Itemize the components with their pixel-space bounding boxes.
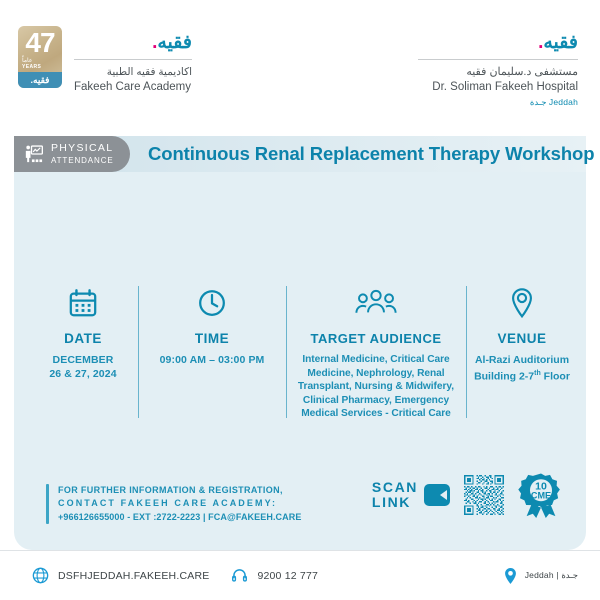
registration-contact-block [46, 484, 301, 524]
brand-divider-rule [74, 59, 192, 60]
brand-divider-rule [418, 59, 578, 60]
academy-brand-text [74, 26, 192, 95]
page-footer [0, 550, 600, 600]
venue-line-1: Al-Razi Auditorium [474, 354, 570, 366]
anniversary-47-badge [18, 26, 62, 88]
location-pin-icon [503, 567, 518, 585]
date-days: 26 & 27, 2024 [49, 368, 117, 380]
audience-heading: TARGET AUDIENCE [310, 331, 442, 346]
footer-phone[interactable] [231, 567, 318, 584]
contact-line-1: FOR FURTHER INFORMATION & REGISTRATION, [58, 485, 283, 495]
time-value: 09:00 AM – 03:00 PM [159, 354, 265, 366]
time-heading: TIME [194, 331, 230, 346]
venue-heading: VENUE [497, 331, 547, 346]
event-details-grid [14, 286, 586, 421]
hospital-name-english: Dr. Soliman Fakeeh Hospital [432, 81, 578, 93]
attendance-mode-badge [14, 136, 130, 172]
event-title: Continuous Renal Replacement Therapy Workshop [148, 143, 595, 164]
anniversary-badge-strip [18, 72, 62, 88]
qr-code-icon[interactable] [464, 475, 504, 515]
location-pin-icon [472, 286, 572, 320]
footer-location [503, 567, 578, 585]
clock-icon [144, 286, 280, 320]
anniversary-strip-label: فقيه. [30, 74, 50, 85]
academy-name-arabic: اكاديمية فقيه الطبية [106, 66, 192, 78]
headset-icon [231, 567, 248, 584]
logo-dot: . [152, 32, 158, 53]
people-group-icon [292, 286, 460, 320]
accent-bar [46, 484, 49, 524]
detail-date [28, 286, 138, 381]
detail-venue [466, 286, 578, 384]
scan-link-block[interactable] [372, 480, 450, 510]
scan-and-credits-row [372, 472, 564, 518]
contact-text [58, 484, 301, 524]
globe-icon [32, 567, 49, 584]
hospital-logo-arabic: فقيه. [538, 32, 578, 53]
footer-location-text: Jeddah | جـدة [524, 570, 578, 580]
footer-website[interactable] [32, 567, 209, 584]
attendance-line-2: ATTENDANCE [51, 155, 114, 165]
scan-line-1: SCAN [371, 479, 418, 495]
brand-dsfh-hospital [418, 26, 578, 108]
cme-number: 10 [535, 480, 547, 493]
event-banner [14, 136, 595, 172]
cme-credits-badge-icon [518, 472, 564, 518]
brand-fakeeh-care-academy [18, 26, 192, 95]
contact-line-2: CONTACT FAKEEH CARE ACADEMY: [58, 498, 278, 508]
event-card [14, 136, 595, 550]
anniversary-years-arabic: عاماً [22, 58, 33, 64]
scan-link-label [372, 480, 418, 510]
date-heading: DATE [64, 331, 102, 346]
audience-value: Internal Medicine, Critical Care Medicine, Nephrology, Renal Transplant, Nursing & Midwifery, Clinical Pharmacy, Emergency Medical Services - Critical Care [297, 354, 455, 419]
detail-time [138, 286, 286, 367]
hospital-city: جـدة Jeddah [529, 97, 578, 107]
academy-name-english: Fakeeh Care Academy [74, 81, 191, 93]
calendar-icon [34, 286, 132, 320]
contact-line-3[interactable]: +966126655000 - EXT :2722-2223 | FCA@FAKEEH.CARE [58, 512, 302, 522]
video-camera-icon [424, 484, 450, 506]
presenter-board-icon [24, 144, 44, 164]
detail-target-audience [286, 286, 466, 421]
cme-label: CME [530, 490, 552, 501]
date-month: DECEMBER [52, 354, 114, 366]
academy-logo-arabic: فقيه. [152, 32, 192, 53]
logo-dot: . [538, 32, 544, 53]
anniversary-years-english: YEARS [22, 64, 42, 70]
hospital-name-arabic: مستشفى د.سليمان فقيه [466, 66, 578, 78]
venue-line-2: Building 2-7th Floor [474, 370, 570, 383]
anniversary-number: 47 [25, 27, 55, 58]
attendance-line-1: PHYSICAL [51, 141, 114, 154]
footer-phone-text: 9200 12 777 [257, 569, 319, 582]
footer-website-text: DSFHJEDDAH.FAKEEH.CARE [58, 569, 210, 582]
attendance-mode-label [51, 143, 114, 166]
scan-line-2: LINK [371, 494, 411, 510]
page-header [0, 0, 600, 120]
